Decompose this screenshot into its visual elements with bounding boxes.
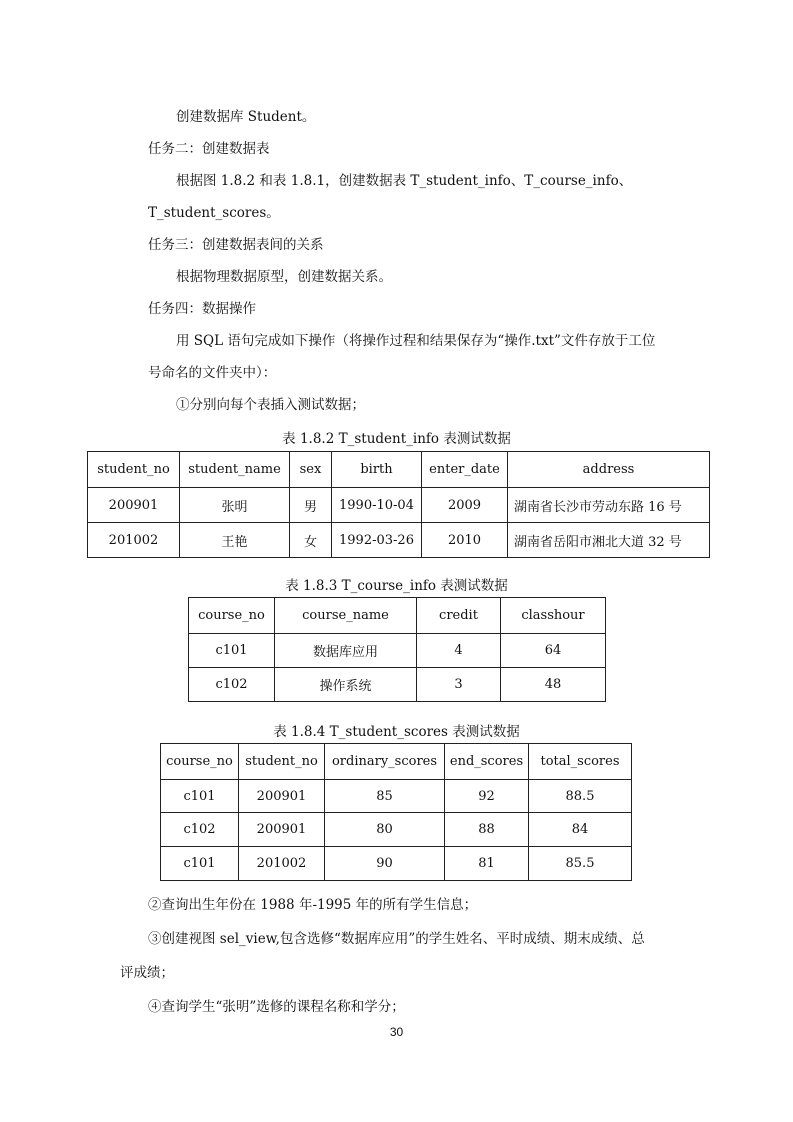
table-cell: c102 [161, 813, 239, 847]
table-cell: 200901 [239, 813, 325, 847]
column-header: total_scores [529, 744, 632, 780]
list-item-create-view-cont: 评成绩； [120, 965, 174, 981]
table-cell: 王艳 [180, 523, 290, 558]
table-cell: 2010 [422, 523, 508, 558]
table-student-scores [160, 743, 632, 881]
page-number: 30 [389, 1025, 404, 1039]
table-header-row [189, 598, 606, 634]
table-cell: 操作系统 [275, 668, 417, 702]
table-cell: c102 [189, 668, 275, 702]
list-item-insert-test-data: ①分别向每个表插入测试数据； [176, 397, 365, 413]
table-row [161, 780, 632, 813]
table-cell: 男 [290, 488, 332, 523]
table-cell: 88 [445, 813, 529, 847]
table-cell: 1990-10-04 [332, 488, 422, 523]
table-row [161, 847, 632, 881]
paragraph-sql-instructions: 用 SQL 语句完成如下操作（将操作过程和结果保存为“操作.txt”文件存放于工位 [176, 333, 656, 349]
table-cell: 81 [445, 847, 529, 881]
table-cell: c101 [189, 634, 275, 668]
column-header: birth [332, 452, 422, 488]
table-cell: 85 [325, 780, 445, 813]
list-item-query-courses: ④查询学生“张明”选修的课程名称和学分； [148, 999, 405, 1015]
table-row [161, 813, 632, 847]
table-cell: 1992-03-26 [332, 523, 422, 558]
paragraph-create-tables: 根据图 1.8.2 和表 1.8.1，创建数据表 T_student_info、T_course_info、 [176, 173, 633, 189]
table-cell: 48 [501, 668, 606, 702]
table-cell: 湖南省长沙市劳动东路 16 号 [508, 488, 710, 523]
table-student-info [87, 451, 710, 558]
column-header: course_no [189, 598, 275, 634]
table-cell: 4 [417, 634, 501, 668]
column-header: student_name [180, 452, 290, 488]
paragraph-sql-instructions-cont: 号命名的文件夹中）： [148, 365, 277, 381]
table-header-row [88, 452, 710, 488]
table-course-info [188, 597, 606, 702]
table-row [189, 634, 606, 668]
table-cell: 张明 [180, 488, 290, 523]
table-cell: 200901 [239, 780, 325, 813]
table-cell: 84 [529, 813, 632, 847]
table-caption-course-info: 表 1.8.3 T_course_info 表测试数据 [285, 578, 508, 594]
table-cell: 数据库应用 [275, 634, 417, 668]
table-cell: 2009 [422, 488, 508, 523]
column-header: course_name [275, 598, 417, 634]
column-header: student_no [88, 452, 180, 488]
column-header: enter_date [422, 452, 508, 488]
table-cell: 湖南省岳阳市湘北大道 32 号 [508, 523, 710, 558]
column-header: classhour [501, 598, 606, 634]
column-header: address [508, 452, 710, 488]
table-cell: 90 [325, 847, 445, 881]
column-header: course_no [161, 744, 239, 780]
heading-task-two: 任务二：创建数据表 [148, 141, 270, 157]
table-cell: c101 [161, 847, 239, 881]
table-cell: 201002 [239, 847, 325, 881]
paragraph-create-relations: 根据物理数据原型，创建数据关系。 [176, 269, 392, 285]
table-cell: 92 [445, 780, 529, 813]
column-header: ordinary_scores [325, 744, 445, 780]
table-header-row [161, 744, 632, 780]
table-cell: 201002 [88, 523, 180, 558]
table-cell: c101 [161, 780, 239, 813]
column-header: end_scores [445, 744, 529, 780]
heading-task-four: 任务四：数据操作 [148, 301, 256, 317]
table-cell: 女 [290, 523, 332, 558]
table-row [189, 668, 606, 702]
list-item-query-birth-year: ②查询出生年份在 1988 年-1995 年的所有学生信息； [148, 897, 478, 913]
column-header: student_no [239, 744, 325, 780]
heading-task-three: 任务三：创建数据表间的关系 [148, 237, 324, 253]
table-cell: 3 [417, 668, 501, 702]
paragraph-create-tables-cont: T_student_scores。 [148, 205, 280, 221]
paragraph-create-database: 创建数据库 Student。 [176, 109, 316, 125]
column-header: sex [290, 452, 332, 488]
table-cell: 64 [501, 634, 606, 668]
table-caption-student-scores: 表 1.8.4 T_student_scores 表测试数据 [273, 724, 520, 740]
table-cell: 85.5 [529, 847, 632, 881]
column-header: credit [417, 598, 501, 634]
table-caption-student-info: 表 1.8.2 T_student_info 表测试数据 [282, 431, 511, 447]
table-cell: 88.5 [529, 780, 632, 813]
table-row [88, 488, 710, 523]
table-cell: 200901 [88, 488, 180, 523]
table-cell: 80 [325, 813, 445, 847]
list-item-create-view: ③创建视图 sel_view,包含选修“数据库应用”的学生姓名、平时成绩、期末成绩、总 [148, 931, 645, 947]
table-row [88, 523, 710, 558]
